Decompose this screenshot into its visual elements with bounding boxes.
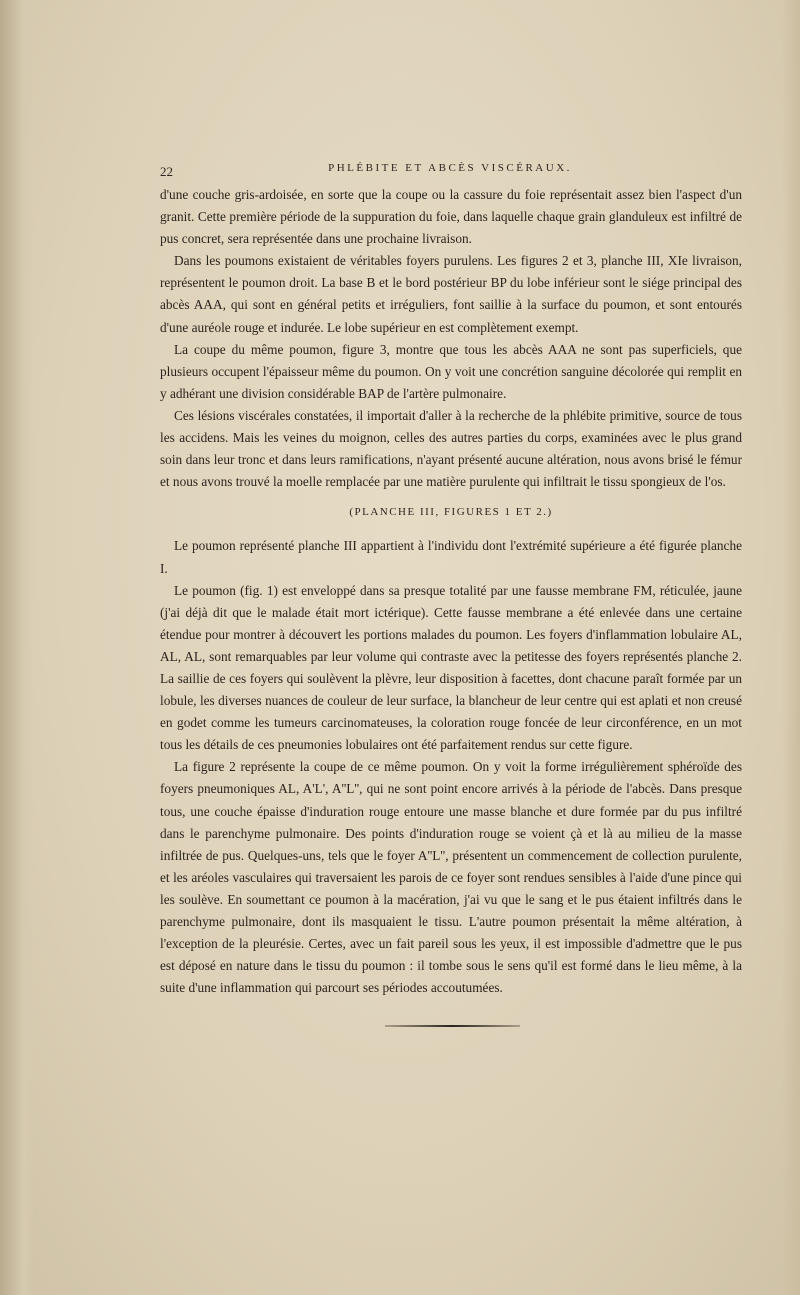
paragraph: La coupe du même poumon, figure 3, montre que tous les abcès AAA ne sont pas superficiels, que plusieurs occupent l'épaisseur même du poumon. On y voit une concrétion sanguine décolorée qui remplit en y adhérant une division considérable BAP de l'artère pulmonaire.: [160, 341, 742, 401]
section-heading: (PLANCHE III, FIGURES 1 ET 2.): [349, 506, 553, 519]
paragraph: d'une couche gris-ardoisée, en sorte que la coupe ou la cassure du foie représentait assez bien l'aspect d'un granit. Cette première période de la suppuration du foie, dans laquelle chaque grain glanduleux est infiltré de pus concret, sera représentée dans une prochaine livraison.: [160, 187, 742, 247]
paragraph: Le poumon représenté planche III appartient à l'individu dont l'extrémité supérieure a été figurée planche I.: [160, 538, 742, 576]
running-header: [160, 160, 740, 184]
page-number: 22: [160, 164, 173, 179]
paragraph: La figure 2 représente la coupe de ce même poumon. On y voit la forme irrégulièrement sphéroïde des foyers pneumoniques AL, A'L', A''L'', qui ne sont point encore arrivés à la période de l'abcès. Dans presque tous, une couche épaisse d'induration rouge entoure une masse blanche et dure formée par du pus infiltré dans le parenchyme pulmonaire. Des points d'induration rouge se voient çà et là au milieu de la masse infiltrée de pus. Quelques-uns, tels que le foyer A''L'', présentent un commencement de collection purulente, et les aréoles vasculaires qui traversaient les parois de ce foyer sont rendues sensibles à l'aide d'une pince qui les soulève. En soumettant ce poumon à la macération, j'ai vu que le sang et le pus étaient infiltrés dans le parenchyme pulmonaire, dont ils masquaient le tissu. L'autre poumon présentait la même altération, à l'exception de la pleurésie. Certes, avec un fait pareil sous les yeux, il est impossible d'admettre que le pus est déposé en nature dans le tissu du poumon : il tombe sous le sens qu'il est formé dans le lieu même, à la suite d'une inflammation qui parcourt ses périodes accoutumées.: [160, 759, 742, 996]
running-title: PHLÉBITE ET ABCÈS VISCÉRAUX.: [328, 162, 572, 174]
paragraph: Dans les poumons existaient de véritables foyers purulens. Les figures 2 et 3, planche III, XIe livraison, représentent le poumon droit. La base B et le bord postérieur BP du lobe inférieur sont le siége principal des abcès AAA, qui sont en général petits et irréguliers, font saillie à la surface du poumon, et sont entourés d'une auréole rouge et indurée. Le lobe supérieur en est complètement exempt.: [160, 253, 742, 335]
page-edge-shadow: [782, 0, 800, 1295]
paragraph: Ces lésions viscérales constatées, il importait d'aller à la recherche de la phlébite primitive, source de tous les accidens. Mais les veines du moignon, celles des autres parties du corps, examinées avec le plus grand soin dans leur tronc et dans leurs ramifications, n'ayant présenté aucune altération, nous avons brisé le fémur et nous avons trouvé la moelle remplacée par une matière purulente qui infiltrait le tissu spongieux de l'os.: [160, 407, 742, 490]
body-text: [160, 184, 742, 999]
paragraph: Le poumon (fig. 1) est enveloppé dans sa presque totalité par une fausse membrane FM, réticulée, jaune (j'ai déjà dit que le malade était mort ictérique). Cette fausse membrane a été enlevée dans une certaine étendue pour montrer à découvert les portions malades du poumon. Les foyers d'inflammation lobulaire AL, AL, AL, sont remarquables par leur volume qui contraste avec la petitesse des foyers représentés planche 2. La saillie de ces foyers qui soulèvent la plèvre, leur disposition à facettes, dont chacune paraît formée par un lobule, les diverses nuances de couleur de leur surface, la blancheur de leur centre qui est aplati et non creusé en godet comme les tumeurs carcinomateuses, la coloration rouge foncée de leur circonférence, en un mot tous les détails de ces pneumonies lobulaires ont été parfaitement rendus sur cette figure.: [160, 582, 742, 753]
page-spine-shadow: [0, 0, 34, 1295]
end-rule: [385, 1025, 520, 1027]
